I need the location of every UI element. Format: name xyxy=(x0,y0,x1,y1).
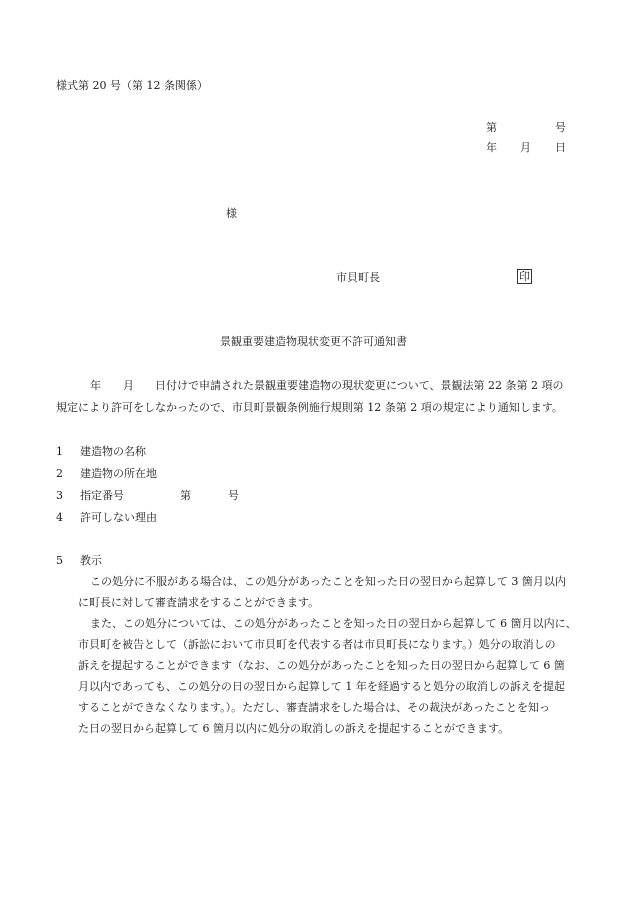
date-month: 月 xyxy=(520,141,531,154)
item-number: 4 xyxy=(56,511,63,524)
body-line-1: 日付けで申請された景観重要建造物の現状変更について、景観法第 22 条第 2 項の xyxy=(155,379,564,392)
instruction-p2-line1: また、この処分については、この処分があったことを知った日の翌日から起算して 6 箇月以内に、 xyxy=(90,617,577,630)
designation-suffix: 号 xyxy=(228,489,239,502)
form-label: 様式第 20 号（第 12 条関係） xyxy=(56,79,208,92)
instruction-p1-line2: に町長に対して審査請求をすることができます。 xyxy=(78,596,320,609)
instruction-heading-label: 教示 xyxy=(80,554,102,567)
body-date-year: 年 xyxy=(90,379,101,392)
item-label: 建造物の名称 xyxy=(80,445,146,458)
date-day: 日 xyxy=(555,141,566,154)
item-reason xyxy=(56,510,157,525)
item-location xyxy=(56,466,157,481)
body-line-2: 規定により許可をしなかったので、市貝町景観条例施行規則第 12 条第 2 項の規定により通知します。 xyxy=(56,401,563,414)
instruction-p2-line5: することができなくなります。）。ただし、審査請求をした場合は、その裁決があったことを知っ xyxy=(78,701,551,714)
item-label: 指定番号 xyxy=(80,489,124,502)
designation-prefix: 第 xyxy=(180,489,191,502)
instruction-p2-line3: 訴えを提起することができます（なお、この処分があったことを知った日の翌日から起算して 6 箇 xyxy=(78,659,565,672)
item-name xyxy=(56,444,146,459)
issuer-title: 市貝町長 xyxy=(336,271,380,284)
document-title: 景観重要建造物現状変更不許可通知書 xyxy=(220,335,407,348)
instruction-heading xyxy=(56,553,102,568)
item-designation-number xyxy=(56,488,124,503)
item-label: 許可しない理由 xyxy=(80,511,157,524)
notice-number-prefix: 第 xyxy=(486,121,497,134)
instruction-p2-line4: 月以内であっても、この処分の日の翌日から起算して 1 年を経過すると処分の取消しの訴えを提起 xyxy=(78,680,565,693)
seal-mark xyxy=(517,269,532,284)
date-year: 年 xyxy=(486,141,497,154)
recipient-suffix: 様 xyxy=(226,207,237,220)
item-number: 2 xyxy=(56,467,63,480)
instruction-p2-line2: 市貝町を被告として（訴訟において市貝町を代表する者は市貝町長になります。）処分の取消しの xyxy=(78,638,556,651)
seal-label: 印 xyxy=(519,270,530,283)
instruction-p2-line6: た日の翌日から起算して 6 箇月以内に処分の取消しの訴えを提起することができます。 xyxy=(78,722,510,735)
item-number: 3 xyxy=(56,489,63,502)
body-date-month: 月 xyxy=(123,379,134,392)
item-number: 5 xyxy=(56,554,63,567)
notice-number-suffix: 号 xyxy=(555,121,566,134)
item-label: 建造物の所在地 xyxy=(80,467,157,480)
item-number: 1 xyxy=(56,445,63,458)
instruction-p1-line1: この処分に不服がある場合は、この処分があったことを知った日の翌日から起算して 3 箇月以内 xyxy=(90,575,566,588)
